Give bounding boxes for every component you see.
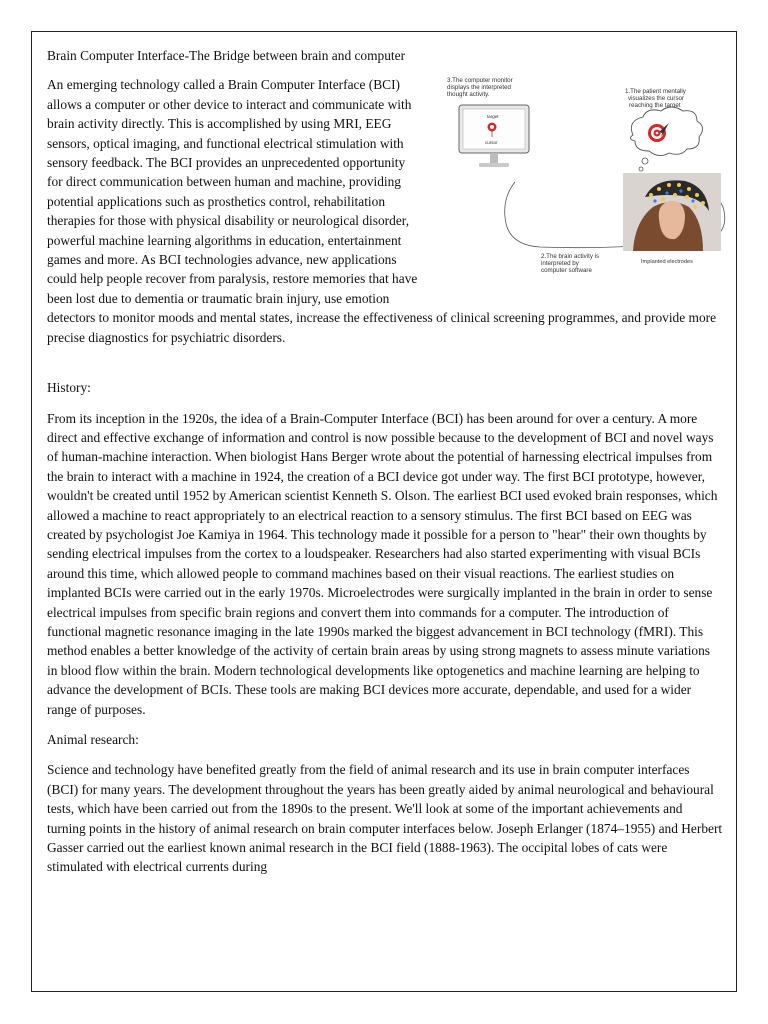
document-body bbox=[47, 32, 723, 877]
animal-research-paragraph: Science and technology have benefited greatly from the field of animal research and its use in brain computer interfaces (BCI) for many years. The development throughout the years has been greatly aided by animal neurological and behavioural tests, which have been carried out from the 1890s to the present. We'll look at some of the important achievements and turning points in the history of animal research on brain computer interfaces below. Joseph Erlanger (1874–1955) and Herbert Gasser carried out the earliest known animal research in the BCI field (1888-1963). The occipital lobes of cats were stimulated with electrical currents during bbox=[47, 762, 723, 875]
document-page bbox=[31, 31, 737, 992]
bci-diagram-figure bbox=[445, 77, 731, 291]
label-patient-line-3: reaching the target bbox=[629, 102, 681, 110]
label-software-line-1: 2.The brain activity is bbox=[541, 253, 600, 261]
label-monitor-line-1: 3.The computer monitor bbox=[447, 77, 513, 85]
screen-target-label: target bbox=[487, 114, 499, 120]
monitor-icon bbox=[459, 105, 529, 167]
label-electrodes: Implanted electrodes bbox=[641, 259, 693, 266]
label-monitor-line-2: displays the interpreted bbox=[447, 84, 511, 92]
animal-research-heading: Animal research: bbox=[47, 732, 139, 747]
label-patient-line-1: 1.The patient mentally bbox=[625, 88, 686, 96]
history-paragraph: From its inception in the 1920s, the idea of a Brain-Computer Interface (BCI) has been around for over a century. A more direct and effective exchange of information and control is now possible because to the development of BCI and novel ways of human-machine interaction. When biologist Hans Berger wrote about the potential of harnessing electrical impulses from the brain to interact with a machine in 1924, the creation of a BCI device got under way. The first BCI prototype, however, wouldn't be created until 1952 by American scientist Kenneth S. Olson. The earliest BCI used evoked brain responses, which allowed a machine to react appropriately to an electrical reaction to a sensory stimulus. The first BCI based on EEG was created by psychologist Joe Kamiya in 1964. This technology made it possible for a person to "hear" their own thoughts by sending electrical impulses from the cortex to a loudspeaker. Researchers had also started experimenting with visual BCIs around this time, which allowed people to command machines based on their visual reactions. The earliest studies on implanted BCIs were carried out in the early 1970s. Microelectrodes were surgically implanted in the brain in order to sense electrical impulses from specific brain regions and convert them into commands for a computer. The introduction of functional magnetic resonance imaging in the late 1990s marked the biggest advancement in BCI technology (fMRI). This method enables a better knowledge of the activity of certain brain areas by using strong magnets to assess minute variations in blood flow within the brain. Modern technological developments like optogenetics and machine learning are helping to advance the development of BCIs. These tools are making BCI devices more accurate, dependable, and used for a wider range of purposes. bbox=[47, 410, 718, 717]
intro-paragraph: An emerging technology called a Brain Computer Interface (BCI) allows a computer or other device to interact and communicate with brain activity directly. This is accomplished by using MRI, EEG sensors, optical imaging, and functional electrical stimulation with sensory feedback. The BCI provides an unprecedented opportunity for direct communication between human and machine, providing potential applications such as prosthetics control, rehabilitation therapies for those with physical disability or neurological disorder, powerful machine learning algorithms in education, entertainment games and more. As BCI technologies advance, new applications could help people recover from paralysis, restore memories that have been lost due to dementia or traumatic brain injury, use emotion detectors to monitor moods and mental states, increase the effectiveness of clinical screening programmes, and provide more precise diagnostics for psychiatric disorders. bbox=[47, 77, 717, 345]
bci-diagram bbox=[445, 77, 731, 291]
label-software-line-2: interpreted by bbox=[541, 260, 579, 268]
screen-cursor-label: cursor bbox=[485, 140, 498, 146]
thought-cloud-icon bbox=[630, 107, 702, 171]
label-monitor-line-3: thought activity. bbox=[447, 91, 490, 99]
document-title: Brain Computer Interface-The Bridge between brain and computer bbox=[47, 48, 406, 63]
patient-with-eeg-cap-image bbox=[623, 173, 721, 251]
history-heading: History: bbox=[47, 380, 91, 396]
label-software-line-3: computer software bbox=[541, 267, 592, 275]
label-patient-line-2: visualizes the cursor bbox=[628, 95, 685, 103]
